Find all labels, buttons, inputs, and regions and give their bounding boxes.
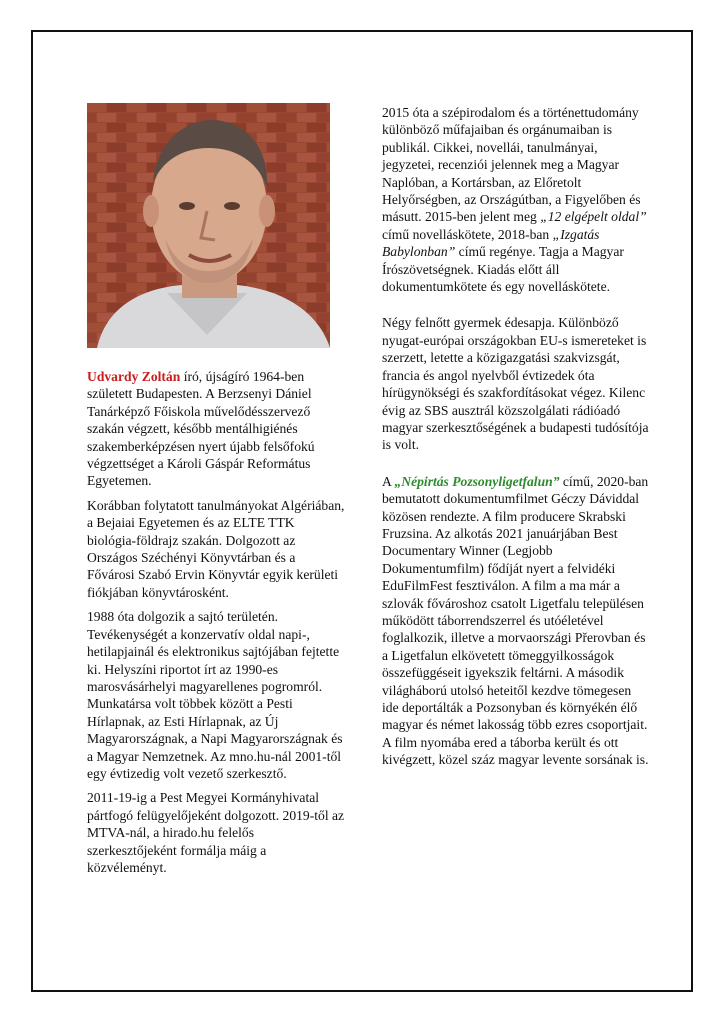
film-text-b: című, 2020-ban bemutatott dokumentumfilmet Géczy Dáviddal közösen rendezte. A film producere Skrabski Fruzsina. Az alkotás 2021 januárjában Best Documentary Winner (Legjobb Dokumentumfilm) fődíját nyert a felvidéki EduFilmFest fesztiválon. A film a ma már a szlovák fővároshoz csatolt Ligetfalu településen működött táborrendszerrel és utóéletével foglalkozik, illetve a morvaországi Přerovban és a Ligetfalun elkövetett tömeggyilkosságok összefüggéseit igyekszik feltárni. A második világháború utolsó heteitől kezdve tömegesen ide deportálták a Pozsonyban és környékén élő magyar és német lakosság több ezres csoportjait. A film nyomába ered a táborba került és ott kivégzett, közel száz magyar levente sorsának is. (382, 473, 649, 768)
left-text-column (87, 368, 345, 883)
author-name: Udvardy Zoltán (87, 369, 181, 384)
book-title-short-stories: „12 elgépelt oldal” (540, 209, 647, 225)
literary-work-text-a: 2015 óta a szépirodalom és a történettudomány különböző műfajaiban és orgánumaiban is publikál. Cikkei, novellái, tanulmányai, jegyzetei, recenziói jelennek meg a Magyar Naplóban, a Kortársban, az Előretolt Helyőrségben, az Országútban, a Figyelőben és másutt. 2015-ben jelent meg (382, 105, 641, 225)
press-career-paragraph: 1988 óta dolgozik a sajtó területén. Tevékenységét a konzervatív oldal napi-, hetilapjainál és elektronikus sajtójában fejtette ki. Helyszíni riportot írt az 1990-es marosvásárhelyi magyarellenes pogromról. Munkatársa volt többek között a Pesti Hírlapnak, az Esti Hírlapnak, az Új Magyarországnak, a Napi Magyarországnak és a Magyar Nemzetnek. Az mno.hu-nál 2001-től egy évtizedig volt vezető szerkesztő. (87, 609, 343, 781)
bio-intro-paragraph (87, 368, 345, 490)
literary-work-paragraph (382, 104, 650, 295)
book-title-novel: „Izgatás Babylonban” (382, 226, 600, 260)
literary-work-text-b: című novelláskötete, 2018-ban (382, 226, 553, 242)
right-text-column (382, 104, 650, 776)
bio-intro-text: író, újságíró 1964-ben született Budapesten. A Berzsenyi Dániel Tanárképző Főiskola művelődésszervező szakán végzett, később mentálhigiénés szakemberképzésen nyert újabb felsőfokú végzettséget a Károli Gáspár Református Egyetemen. (87, 369, 315, 489)
film-text-a: A (382, 473, 395, 489)
film-paragraph (382, 473, 650, 769)
family-paragraph: Négy felnőtt gyermek édesapja. Különböző nyugat-európai országokban EU-s ismereteket is szerzett, letette a közigazgatási szakvizsgát, francia és angol nyelvből évtizedek óta hírügynökségi és szakfordításokat végez. Kilenc évig az SBS ausztrál közszolgálati rádióadó magyar szerkesztőségének a budapesti tudósítója is volt. (382, 315, 649, 453)
portrait-illustration (87, 103, 330, 348)
government-career-paragraph: 2011-19-ig a Pest Megyei Kormányhivatal pártfogó felügyelőjeként dolgozott. 2019-től az MTVA-nál, a hirado.hu felelős szerkesztőjeként formálja máig a közvéleményt. (87, 790, 345, 875)
literary-work-text-c: című regénye. Tagja a Magyar Írószövetségnek. Kiadás előtt áll dokumentumkötete és egy novelláskötete. (382, 244, 624, 295)
author-photo (87, 103, 330, 348)
film-title: „Népirtás Pozsonyligetfalun” (394, 473, 560, 489)
studies-paragraph: Korábban folytatott tanulmányokat Algériában, a Bejaiai Egyetemen és az ELTE TTK biológia-földrajz szakán. Dolgozott az Országos Széchényi Könyvtárban és a Fővárosi Szabó Ervin Könyvtár egyik kerületi fiókjában könyvtárosként. (87, 497, 345, 600)
